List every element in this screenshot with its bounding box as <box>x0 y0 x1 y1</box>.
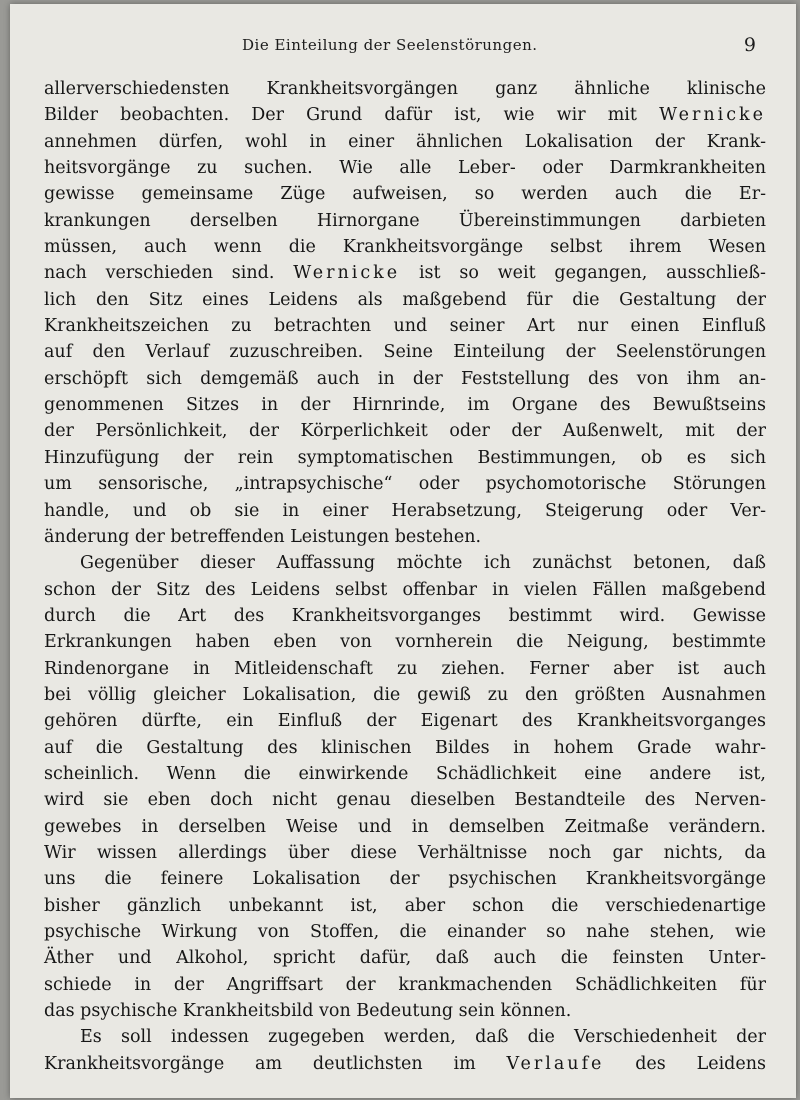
text-line: genommenen Sitzes in der Hirnrinde, im Organe des Bewußtseins <box>44 395 766 416</box>
emphasized-word: Verlaufe <box>506 1053 605 1074</box>
text-line: psychische Wirkung von Stoffen, die einander so nahe stehen, wie <box>44 922 766 942</box>
running-head <box>10 36 796 60</box>
page-number: 9 <box>743 34 756 56</box>
text-line: handle, und ob sie in einer Herabsetzung, Steigerung oder Ver- <box>44 500 766 521</box>
text-line <box>44 1051 766 1077</box>
text-line: erschöpft sich demgemäß auch in der Feststellung des von ihm an- <box>44 368 766 389</box>
text-line: bei völlig gleicher Lokalisation, die gewiß zu den größten Ausnahmen <box>44 684 766 705</box>
author-name: Wernicke <box>659 105 766 126</box>
text-line: Wir wissen allerdings über diese Verhältnisse noch gar nichts, da <box>44 842 766 863</box>
text-line: um sensorische, „intrapsychische“ oder psychomotorische Störungen <box>44 474 766 495</box>
text-line: krankungen derselben Hirnorgane Übereinstimmungen darbieten <box>44 210 766 231</box>
text-line: scheinlich. Wenn die einwirkende Schädlichkeit eine andere ist, <box>44 763 766 784</box>
text-line: lich den Sitz eines Leidens als maßgebend für die Gestaltung der <box>44 289 766 310</box>
text-line: annehmen dürfen, wohl in einer ähnlichen Lokalisation der Krank- <box>44 131 766 152</box>
text-line <box>44 102 766 128</box>
running-title: Die Einteilung der Seelenstörungen. <box>242 36 538 54</box>
text-span: Bilder beobachten. Der Grund dafür ist, wie wir mit <box>44 105 637 126</box>
text-line: gewebes in derselben Weise und in demselben Zeitmaße verändern. <box>44 816 766 837</box>
text-line: der Persönlichkeit, der Körperlichkeit oder der Außenwelt, mit der <box>44 421 766 442</box>
text-line: gewisse gemeinsame Züge aufweisen, so werden auch die Er- <box>44 184 766 205</box>
text-line: das psychische Krankheitsbild von Bedeutung sein können. <box>44 1001 572 1022</box>
text-line: gehören dürfte, ein Einfluß der Eigenart des Krankheitsvorganges <box>44 711 766 732</box>
book-page <box>10 4 796 1098</box>
text-line: Es soll indessen zugegeben werden, daß die Verschiedenheit der <box>80 1027 766 1048</box>
text-line: schiede in der Angriffsart der krankmachenden Schädlichkeiten für <box>44 974 766 995</box>
text-line: heitsvorgänge zu suchen. Wie alle Leber- oder Darmkrankheiten <box>44 158 766 179</box>
text-line: uns die feinere Lokalisation der psychischen Krankheitsvorgänge <box>44 869 766 890</box>
text-line: auf den Verlauf zuzuschreiben. Seine Einteilung der Seelenstörungen <box>44 342 766 363</box>
text-line: änderung der betreffenden Leistungen bestehen. <box>44 526 482 547</box>
text-line: Erkrankungen haben eben von vornherein die Neigung, bestimmte <box>44 632 766 653</box>
text-line: allerverschiedensten Krankheitsvorgängen ganz ähnliche klinische <box>44 79 766 99</box>
text-line <box>44 260 766 286</box>
text-span: nach verschieden sind. <box>44 263 275 284</box>
text-span: Krankheitsvorgänge am deutlichsten im <box>44 1053 476 1074</box>
text-line: Gegenüber dieser Auffassung möchte ich zunächst betonen, daß <box>80 553 766 574</box>
text-line: Krankheitszeichen zu betrachten und seiner Art nur einen Einfluß <box>44 316 766 337</box>
body-text <box>44 76 766 1077</box>
text-span: ist so weit gegangen, ausschließ- <box>418 263 766 284</box>
text-line: wird sie eben doch nicht genau dieselben Bestandteile des Nerven- <box>44 790 766 811</box>
text-line: bisher gänzlich unbekannt ist, aber schon die verschiedenartige <box>44 895 766 916</box>
text-line: Äther und Alkohol, spricht dafür, daß auch die feinsten Unter- <box>44 948 766 969</box>
text-line: Hinzufügung der rein symptomatischen Bestimmungen, ob es sich <box>44 447 766 468</box>
text-line: müssen, auch wenn die Krankheitsvorgänge selbst ihrem Wesen <box>44 237 766 258</box>
text-span: des Leidens <box>635 1053 766 1074</box>
text-line: auf die Gestaltung des klinischen Bildes in hohem Grade wahr- <box>44 737 766 758</box>
author-name: Wernicke <box>293 263 401 284</box>
text-line: durch die Art des Krankheitsvorganges bestimmt wird. Gewisse <box>44 605 766 626</box>
text-line: schon der Sitz des Leidens selbst offenbar in vielen Fällen maßgebend <box>44 579 766 600</box>
text-line: Rindenorgane in Mitleidenschaft zu ziehen. Ferner aber ist auch <box>44 658 766 679</box>
